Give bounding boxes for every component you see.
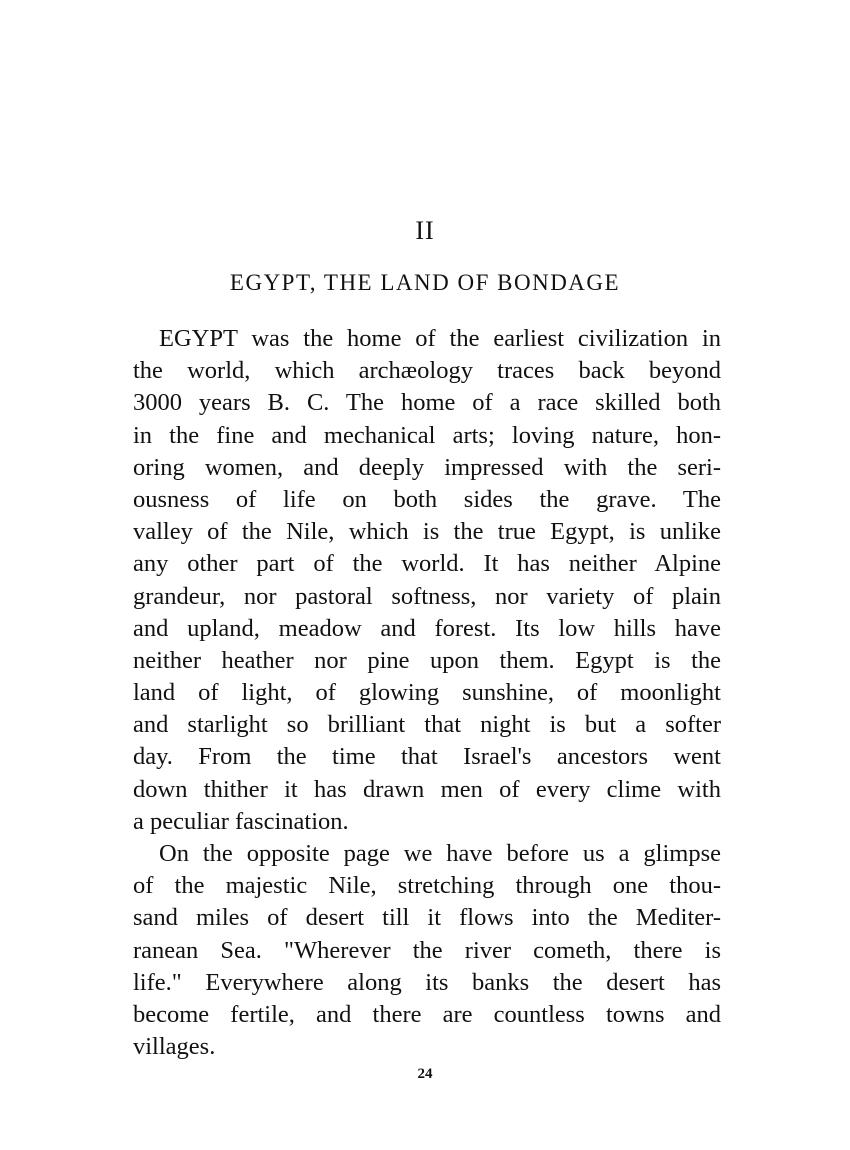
paragraph-1 (133, 323, 721, 838)
text-line: 3000 years B. C. The home of a race skilled both (133, 389, 721, 417)
text-line: of the majestic Nile, stretching through one thou- (133, 872, 721, 900)
chapter-title: EGYPT, THE LAND OF BONDAGE (229, 270, 621, 295)
text-line: become fertile, and there are countless towns and (133, 1000, 721, 1028)
text-line: day. From the time that Israel's ancestors went (133, 743, 721, 771)
text-line: villages. (133, 1033, 216, 1061)
page-number: 24 (417, 1066, 433, 1082)
text-line: and upland, meadow and forest. Its low hills have (133, 614, 721, 642)
text-line: a peculiar fascination. (133, 807, 349, 835)
text-line: valley of the Nile, which is the true Egypt, is unlike (133, 518, 721, 546)
text-line: neither heather nor pine upon them. Egypt is the (133, 646, 721, 674)
text-line: in the fine and mechanical arts; loving nature, hon- (133, 421, 721, 449)
text-line: land of light, of glowing sunshine, of moonlight (133, 679, 721, 707)
text-line: life." Everywhere along its banks the desert has (133, 968, 721, 996)
text-line: grandeur, nor pastoral softness, nor variety of plain (133, 582, 721, 610)
text-line: the world, which archæology traces back beyond (133, 357, 721, 385)
text-line: ousness of life on both sides the grave. The (133, 485, 721, 513)
paragraph-2 (133, 838, 721, 1063)
body-text (133, 323, 721, 1063)
text-line: down thither it has drawn men of every clime with (133, 775, 721, 803)
text-line: ranean Sea. "Wherever the river cometh, there is (133, 936, 721, 964)
text-line: sand miles of desert till it flows into the Mediter- (133, 904, 721, 932)
text-line: any other part of the world. It has neither Alpine (133, 550, 721, 578)
text-line: EGYPT was the home of the earliest civilization in (159, 325, 721, 352)
text-line: and starlight so brilliant that night is but a softer (133, 711, 721, 739)
chapter-number: II (415, 216, 435, 245)
text-line: On the opposite page we have before us a glimpse (159, 840, 721, 867)
text-line: oring women, and deeply impressed with the seri- (133, 453, 721, 481)
